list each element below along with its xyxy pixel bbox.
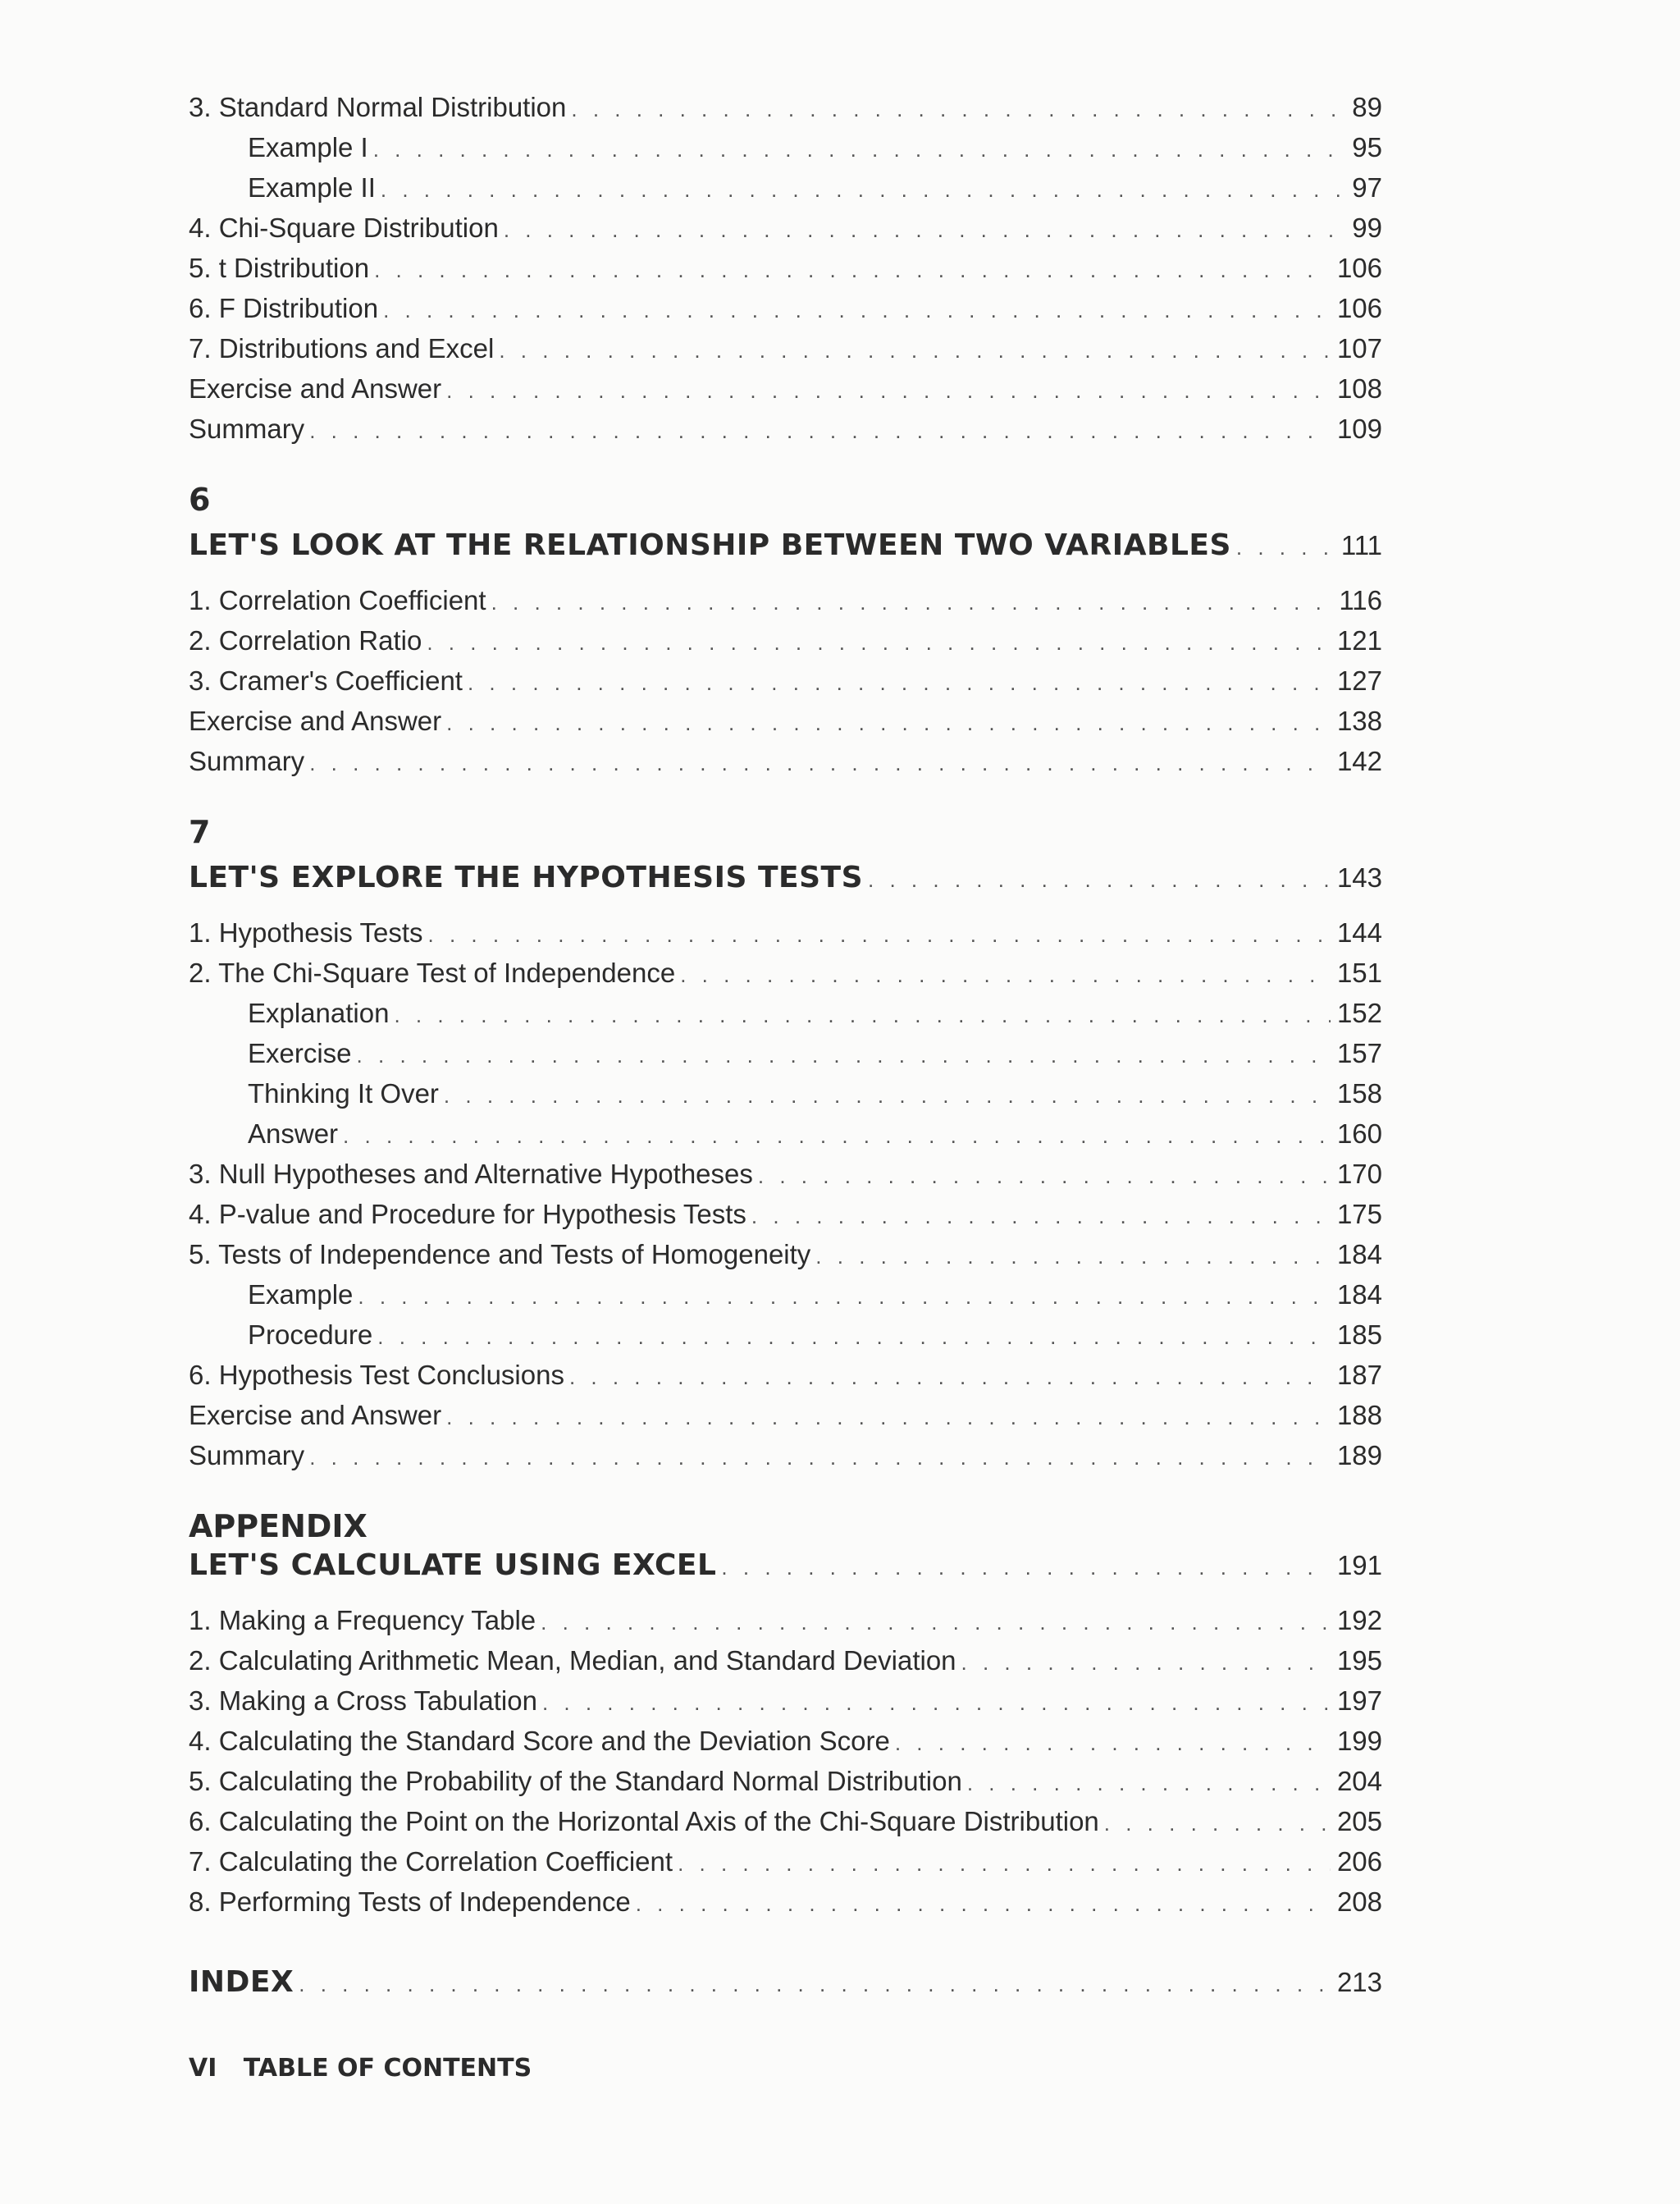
page-number: 116	[1339, 585, 1382, 615]
page-number: 121	[1336, 625, 1382, 656]
toc-entry[interactable]	[189, 1680, 1382, 1721]
page-number: 199	[1336, 1726, 1382, 1756]
toc-entry[interactable]	[189, 1274, 1382, 1315]
chapter-entries	[189, 580, 1382, 781]
chapter-7-section	[189, 811, 1382, 1475]
toc-entry[interactable]	[189, 167, 1382, 208]
toc-entry-label: 4. P-value and Procedure for Hypothesis Tests	[189, 1199, 746, 1229]
dot-leader	[569, 1357, 1331, 1397]
toc-entry[interactable]	[189, 912, 1382, 953]
page-number: 151	[1336, 958, 1382, 988]
toc-entry-label: 3. Null Hypotheses and Alternative Hypotheses	[189, 1159, 753, 1189]
toc-entry-label: Summary	[189, 1440, 305, 1470]
toc-entry-label: 8. Performing Tests of Independence	[189, 1886, 631, 1917]
toc-entry[interactable]	[189, 1113, 1382, 1154]
chapter-number: 7	[189, 814, 211, 850]
toc-entry[interactable]	[189, 1801, 1382, 1841]
page-folio: VI	[189, 2054, 217, 2083]
toc-entry-label: 4. Calculating the Standard Score and the Deviation Score	[189, 1726, 890, 1756]
toc-entry-label: Summary	[189, 746, 305, 776]
dot-leader	[357, 1036, 1331, 1076]
toc-entry[interactable]	[189, 953, 1382, 993]
toc-entry-label: 1. Making a Frequency Table	[189, 1605, 536, 1635]
toc-entry-label: 6. F Distribution	[189, 293, 379, 323]
toc-entry[interactable]	[189, 1761, 1382, 1801]
toc-entry-label: 2. Calculating Arithmetic Mean, Median, and Standard Deviation	[189, 1645, 956, 1676]
page-number: 95	[1352, 132, 1382, 162]
toc-entry-label: 3. Standard Normal Distribution	[189, 92, 567, 122]
page-number: 185	[1336, 1319, 1382, 1350]
dot-leader	[446, 371, 1331, 411]
toc-entry[interactable]	[189, 248, 1382, 288]
toc-entry-label: 6. Calculating the Point on the Horizontal Axis of the Chi-Square Distribution	[189, 1806, 1099, 1836]
dot-leader	[1236, 523, 1335, 572]
toc-entry-label: 5. t Distribution	[189, 253, 370, 283]
toc-entry[interactable]	[189, 1154, 1382, 1194]
toc-entry-label: Example	[248, 1279, 354, 1310]
page-number: 197	[1336, 1685, 1382, 1716]
page-number: 205	[1336, 1806, 1382, 1836]
page-number: 152	[1336, 998, 1382, 1028]
dot-leader	[446, 1397, 1331, 1438]
dot-leader	[309, 743, 1331, 784]
page-number: 111	[1340, 530, 1382, 560]
toc-entry[interactable]	[189, 580, 1382, 620]
page-number: 158	[1336, 1078, 1382, 1109]
toc-entry[interactable]	[189, 701, 1382, 741]
toc-entry-label: Summary	[189, 414, 305, 444]
page-number: 97	[1352, 172, 1382, 203]
toc-entry-label: Procedure	[248, 1319, 373, 1350]
toc-entry-label: 5. Tests of Independence and Tests of Homogeneity	[189, 1239, 811, 1269]
page-number: 192	[1336, 1605, 1382, 1635]
chapter-entries	[189, 1600, 1382, 1922]
dot-leader	[309, 411, 1331, 451]
toc-entry-label: Example I	[248, 132, 368, 162]
toc-entry-label: 2. The Chi-Square Test of Independence	[189, 958, 676, 988]
toc-entry[interactable]	[189, 1033, 1382, 1073]
index-entry[interactable]	[189, 1958, 1382, 2007]
page-number: 144	[1336, 917, 1382, 948]
chapter-title: LET'S CALCULATE USING EXCEL	[189, 1548, 717, 1582]
toc-entry[interactable]	[189, 1435, 1382, 1475]
toc-entry-label: 1. Hypothesis Tests	[189, 917, 423, 948]
page-number: 142	[1336, 746, 1382, 776]
chapter-title-entry[interactable]	[189, 853, 1382, 903]
page-number: 208	[1336, 1886, 1382, 1917]
page-number: 89	[1352, 92, 1382, 122]
dot-leader	[504, 210, 1345, 250]
page-number: 175	[1336, 1199, 1382, 1229]
dot-leader	[491, 583, 1333, 623]
dot-leader	[377, 1317, 1331, 1357]
page-number: 138	[1336, 706, 1382, 736]
dot-leader	[358, 1277, 1331, 1317]
dot-leader	[815, 1237, 1331, 1277]
toc-entry-label: 4. Chi-Square Distribution	[189, 213, 499, 243]
toc-entry-label: Thinking It Over	[248, 1078, 439, 1109]
toc-entry[interactable]	[189, 368, 1382, 409]
table-of-contents	[189, 87, 1382, 2017]
page-number: 184	[1336, 1279, 1382, 1310]
dot-leader	[373, 130, 1346, 170]
dot-leader	[541, 1603, 1331, 1643]
chapter-entries	[189, 912, 1382, 1475]
page-number: 108	[1336, 373, 1382, 404]
appendix-label: APPENDIX	[189, 1508, 368, 1544]
toc-entry-label: Exercise and Answer	[189, 1400, 442, 1430]
dot-leader	[381, 170, 1345, 210]
toc-entry[interactable]	[189, 409, 1382, 449]
dot-leader	[428, 915, 1331, 955]
toc-entry[interactable]	[189, 328, 1382, 368]
dot-leader	[680, 955, 1331, 995]
toc-entry-label: 3. Cramer's Coefficient	[189, 665, 463, 696]
toc-entry-label: 1. Correlation Coefficient	[189, 585, 486, 615]
toc-entry-label: Exercise and Answer	[189, 373, 442, 404]
dot-leader	[895, 1723, 1331, 1763]
page-number: 187	[1336, 1360, 1382, 1390]
toc-entry-label: 2. Correlation Ratio	[189, 625, 422, 656]
toc-entry-label: Exercise	[248, 1038, 352, 1068]
page-number: 184	[1336, 1239, 1382, 1269]
page-number: 213	[1336, 1967, 1382, 1997]
toc-entry[interactable]	[189, 1640, 1382, 1680]
toc-entry[interactable]	[189, 1194, 1382, 1234]
toc-entry[interactable]	[189, 1395, 1382, 1435]
toc-entry-label: 3. Making a Cross Tabulation	[189, 1685, 537, 1716]
running-head: TABLE OF CONTENTS	[243, 2054, 532, 2083]
page-number: 106	[1336, 293, 1382, 323]
dot-leader	[394, 995, 1330, 1036]
dot-leader	[571, 89, 1345, 130]
toc-entry[interactable]	[189, 1721, 1382, 1761]
page-number: 191	[1336, 1550, 1382, 1580]
toc-entry[interactable]	[189, 1234, 1382, 1274]
dot-leader	[636, 1884, 1331, 1924]
chapter-title: LET'S LOOK AT THE RELATIONSHIP BETWEEN TWO VARIABLES	[189, 528, 1231, 562]
toc-entry[interactable]	[189, 127, 1382, 167]
page-number: 189	[1336, 1440, 1382, 1470]
dot-leader	[299, 1959, 1331, 2009]
dot-leader	[374, 250, 1331, 290]
toc-entry-label: 7. Distributions and Excel	[189, 333, 495, 364]
toc-entry[interactable]	[189, 87, 1382, 127]
dot-leader	[499, 331, 1331, 371]
appendix-section	[189, 1505, 1382, 1922]
page-number: 99	[1352, 213, 1382, 243]
page-number: 160	[1336, 1118, 1382, 1149]
toc-entry[interactable]	[189, 661, 1382, 701]
toc-entry-label: Exercise and Answer	[189, 706, 442, 736]
page-number: 204	[1336, 1766, 1382, 1796]
toc-entry[interactable]	[189, 1073, 1382, 1113]
toc-entry-label: Example II	[248, 172, 376, 203]
toc-entry[interactable]	[189, 1882, 1382, 1922]
index-title: INDEX	[189, 1965, 294, 1999]
dot-leader	[1104, 1804, 1331, 1844]
dot-leader	[309, 1438, 1331, 1478]
page-number: 188	[1336, 1400, 1382, 1430]
page-number: 170	[1336, 1159, 1382, 1189]
toc-entry[interactable]	[189, 1600, 1382, 1640]
chapter-title-entry[interactable]	[189, 1541, 1382, 1590]
toc-entry[interactable]	[189, 620, 1382, 661]
chapter-number: 6	[189, 482, 211, 518]
dot-leader	[868, 855, 1331, 904]
dot-leader	[678, 1844, 1331, 1884]
toc-entry[interactable]	[189, 1315, 1382, 1355]
page-footer	[189, 2054, 532, 2083]
dot-leader	[961, 1643, 1331, 1683]
toc-entry[interactable]	[189, 1355, 1382, 1395]
toc-entry-label: 7. Calculating the Correlation Coefficient	[189, 1846, 673, 1877]
page-number: 127	[1336, 665, 1382, 696]
dot-leader	[758, 1156, 1331, 1196]
chapter-title: LET'S EXPLORE THE HYPOTHESIS TESTS	[189, 861, 864, 894]
dot-leader	[444, 1076, 1331, 1116]
toc-entry-label: Answer	[248, 1118, 339, 1149]
page-number: 195	[1336, 1645, 1382, 1676]
toc-entry[interactable]	[189, 288, 1382, 328]
toc-section-chapter5-continued	[189, 87, 1382, 449]
toc-entry-label: 5. Calculating the Probability of the Standard Normal Distribution	[189, 1766, 962, 1796]
dot-leader	[343, 1116, 1331, 1156]
toc-entry-label: Explanation	[248, 998, 390, 1028]
dot-leader	[751, 1196, 1331, 1237]
toc-entry[interactable]	[189, 1841, 1382, 1882]
page-number: 206	[1336, 1846, 1382, 1877]
chapter-6-section	[189, 478, 1382, 781]
dot-leader	[542, 1683, 1331, 1723]
dot-leader	[427, 623, 1331, 663]
toc-entry[interactable]	[189, 993, 1382, 1033]
dot-leader	[468, 663, 1331, 703]
toc-entry[interactable]	[189, 741, 1382, 781]
toc-entry[interactable]	[189, 208, 1382, 248]
toc-entry-label: 6. Hypothesis Test Conclusions	[189, 1360, 564, 1390]
page-number: 109	[1336, 414, 1382, 444]
dot-leader	[446, 703, 1331, 743]
page-number: 107	[1336, 333, 1382, 364]
page-number: 106	[1336, 253, 1382, 283]
page-number: 143	[1336, 862, 1382, 893]
dot-leader	[383, 290, 1331, 331]
page-number: 157	[1336, 1038, 1382, 1068]
dot-leader	[967, 1763, 1331, 1804]
dot-leader	[721, 1543, 1331, 1592]
chapter-title-entry[interactable]	[189, 521, 1382, 570]
